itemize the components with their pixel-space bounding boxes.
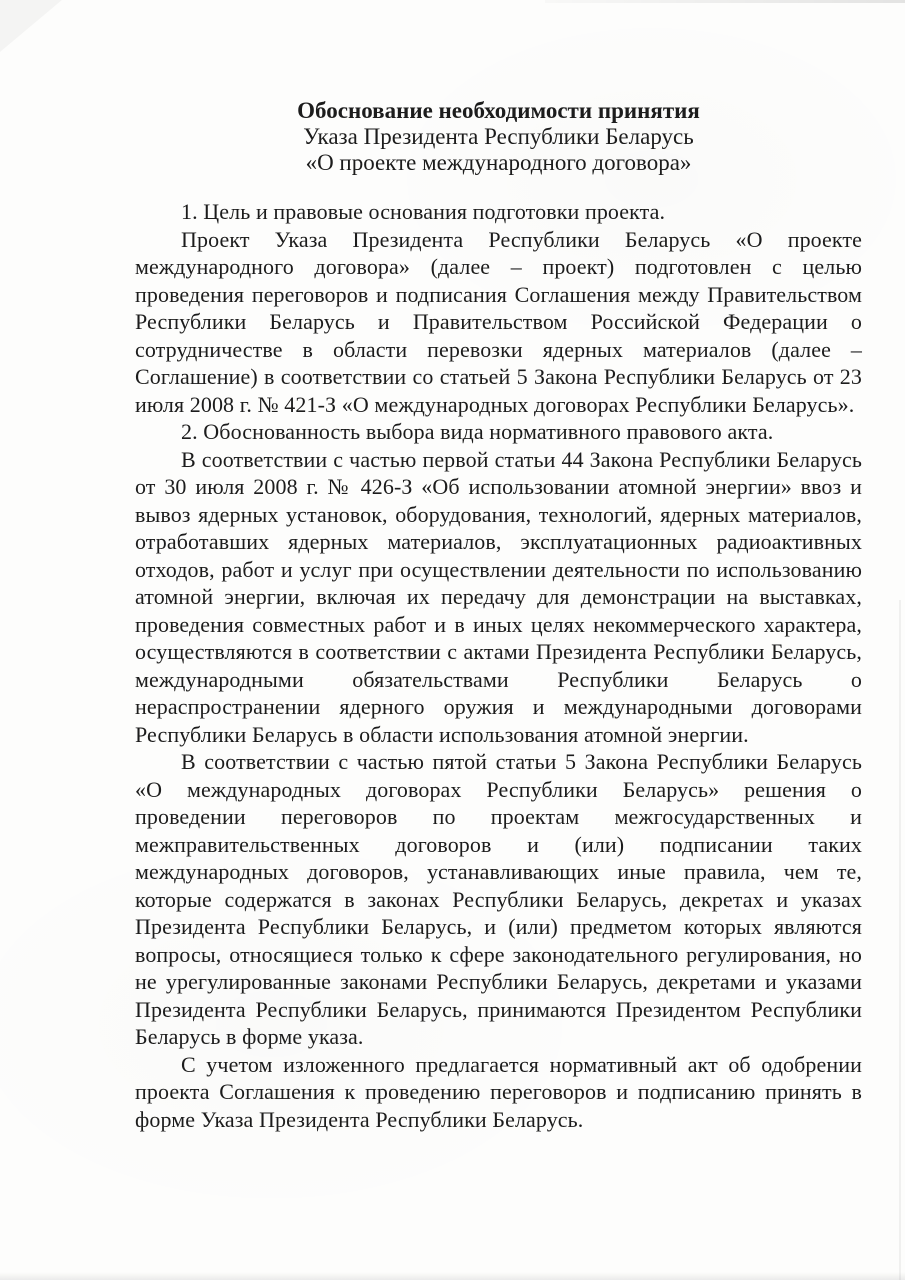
document-title-line3: «О проекте международного договора» (305, 150, 692, 175)
scan-edge-top (545, 0, 905, 3)
paragraph-section-2-heading: 2. Обоснованность выбора вида нормативного правового акта. (181, 419, 774, 444)
scan-edge-right (899, 600, 901, 1280)
paragraph-section-2-body-2: В соответствии с частью пятой статьи 5 Закона Республики Беларусь «О международных договорах Республики Беларусь» решения о проведении переговоров по проектам межгосударственных и межправительственных договоров и (или) подписании таких международных договоров, устанавливающих иные правила, чем те, которые содержатся в законах Республики Беларусь, декретах и указах Президента Республики Беларусь, и (или) предметом которых являются вопросы, относящиеся только к сфере законодательного регулирования, но не урегулированные законами Республики Беларусь, декретами и указами Президента Республики Беларусь, принимаются Президентом Республики Беларусь в форме указа. (135, 749, 862, 1049)
paragraph-section-1-body: Проект Указа Президента Республики Беларусь «О проекте международного договора» (далее – проект) подготовлен с целью проведения переговоров и подписания Соглашения между Правительством Республики Беларусь и Правительством Российской Федерации о сотрудничестве в области перевозки ядерных материалов (далее – Соглашение) в соответствии со статьей 5 Закона Республики Беларусь от 23 июля 2008 г. № 421-З «О международных договорах Республики Беларусь». (135, 226, 862, 417)
document-title-line2: Указа Президента Республики Беларусь (303, 124, 694, 149)
document-title-line1: Обоснование необходимости принятия (297, 98, 700, 123)
paragraph-section-2-body-1: В соответствии с частью первой статьи 44 Закона Республики Беларусь от 30 июля 2008 г. № 426-З «Об использовании атомной энергии» ввоз и вывоз ядерных установок, оборудования, технологий, ядерных материалов, отработавших ядерных материалов, эксплуатационных радиоактивных отходов, работ и услуг при осуществлении деятельности по использованию атомной энергии, включая их передачу для демонстрации на выставках, проведения совместных работ и в иных целях некоммерческого характера, осуществляются в соответствии с актами Президента Республики Беларусь, международными обязательствами Республики Беларусь о нераспространении ядерного оружия и международными договорами Республики Беларусь в области использования атомной энергии. (135, 446, 862, 747)
document-title (135, 98, 862, 176)
document-content (135, 98, 862, 1133)
scan-corner-shadow (0, 0, 62, 52)
paragraph-section-1-heading: 1. Цель и правовые основания подготовки проекта. (181, 199, 666, 224)
scan-edge-bottom (0, 1272, 905, 1280)
paragraph-conclusion: С учетом изложенного предлагается нормативный акт об одобрении проекта Соглашения к проведению переговоров и подписанию принять в форме Указа Президента Республики Беларусь. (135, 1051, 862, 1132)
